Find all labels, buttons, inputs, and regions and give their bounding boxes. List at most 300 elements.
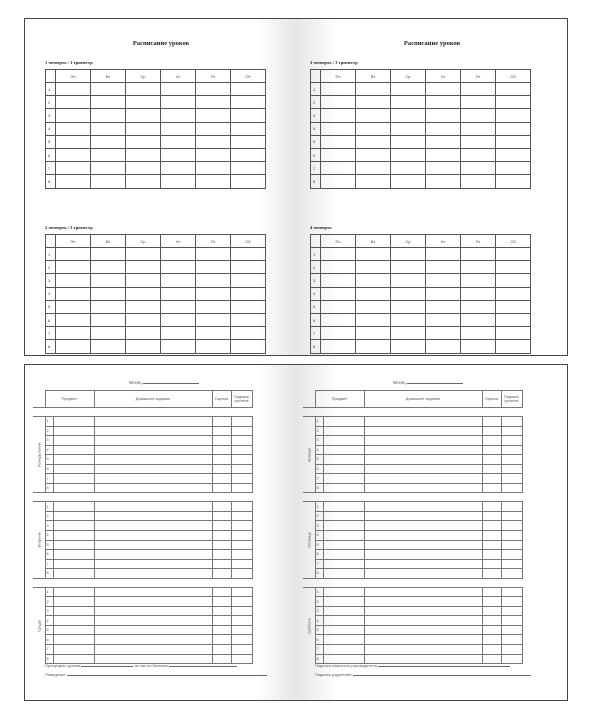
schedule-cell[interactable] [91, 83, 126, 96]
schedule-cell[interactable] [496, 109, 531, 122]
homework-cell[interactable] [94, 635, 212, 645]
schedule-cell[interactable] [231, 274, 266, 287]
homework-cell[interactable] [94, 569, 212, 579]
homework-cell[interactable] [364, 625, 482, 635]
schedule-cell[interactable] [56, 135, 91, 148]
schedule-cell[interactable] [496, 135, 531, 148]
signature-cell[interactable] [231, 474, 252, 484]
signature-cell[interactable] [231, 597, 252, 607]
schedule-cell[interactable] [56, 96, 91, 109]
grade-cell[interactable] [482, 474, 501, 484]
signature-cell[interactable] [501, 569, 522, 579]
grade-cell[interactable] [212, 635, 231, 645]
schedule-cell[interactable] [161, 261, 196, 274]
signature-cell[interactable] [501, 464, 522, 474]
grade-cell[interactable] [482, 426, 501, 436]
grade-cell[interactable] [212, 559, 231, 569]
grade-cell[interactable] [482, 464, 501, 474]
subject-cell[interactable] [53, 531, 94, 541]
signature-cell[interactable] [501, 521, 522, 531]
schedule-cell[interactable] [496, 248, 531, 261]
subject-cell[interactable] [323, 606, 364, 616]
schedule-cell[interactable] [91, 122, 126, 135]
schedule-cell[interactable] [391, 135, 426, 148]
schedule-cell[interactable] [391, 109, 426, 122]
subject-cell[interactable] [323, 417, 364, 427]
homework-cell[interactable] [94, 559, 212, 569]
signature-cell[interactable] [501, 550, 522, 560]
homework-cell[interactable] [94, 550, 212, 560]
subject-cell[interactable] [53, 417, 94, 427]
schedule-cell[interactable] [356, 340, 391, 353]
schedule-cell[interactable] [321, 327, 356, 340]
grade-cell[interactable] [482, 483, 501, 493]
homework-cell[interactable] [94, 511, 212, 521]
grade-cell[interactable] [212, 436, 231, 446]
schedule-cell[interactable] [161, 287, 196, 300]
subject-cell[interactable] [53, 502, 94, 512]
grade-cell[interactable] [212, 616, 231, 626]
schedule-cell[interactable] [126, 148, 161, 161]
subject-cell[interactable] [323, 616, 364, 626]
grade-cell[interactable] [212, 417, 231, 427]
signature-cell[interactable] [231, 550, 252, 560]
schedule-cell[interactable] [496, 261, 531, 274]
schedule-cell[interactable] [196, 175, 231, 188]
schedule-cell[interactable] [356, 313, 391, 326]
schedule-cell[interactable] [461, 135, 496, 148]
schedule-cell[interactable] [161, 135, 196, 148]
schedule-cell[interactable] [356, 148, 391, 161]
schedule-cell[interactable] [196, 135, 231, 148]
schedule-cell[interactable] [126, 109, 161, 122]
signature-cell[interactable] [501, 616, 522, 626]
homework-cell[interactable] [94, 474, 212, 484]
schedule-cell[interactable] [161, 175, 196, 188]
schedule-cell[interactable] [461, 162, 496, 175]
schedule-cell[interactable] [231, 261, 266, 274]
schedule-cell[interactable] [496, 340, 531, 353]
schedule-cell[interactable] [426, 327, 461, 340]
schedule-cell[interactable] [161, 122, 196, 135]
subject-cell[interactable] [323, 635, 364, 645]
schedule-cell[interactable] [391, 248, 426, 261]
signature-cell[interactable] [231, 521, 252, 531]
signature-cell[interactable] [231, 616, 252, 626]
schedule-cell[interactable] [321, 96, 356, 109]
signature-cell[interactable] [501, 417, 522, 427]
schedule-cell[interactable] [391, 340, 426, 353]
schedule-cell[interactable] [56, 83, 91, 96]
subject-cell[interactable] [53, 483, 94, 493]
schedule-cell[interactable] [426, 248, 461, 261]
schedule-cell[interactable] [391, 148, 426, 161]
signature-cell[interactable] [501, 436, 522, 446]
signature-cell[interactable] [501, 455, 522, 465]
homework-cell[interactable] [94, 645, 212, 655]
schedule-cell[interactable] [426, 313, 461, 326]
signature-cell[interactable] [501, 540, 522, 550]
schedule-cell[interactable] [196, 313, 231, 326]
schedule-cell[interactable] [56, 109, 91, 122]
schedule-cell[interactable] [126, 96, 161, 109]
schedule-cell[interactable] [91, 327, 126, 340]
signature-cell[interactable] [501, 483, 522, 493]
subject-cell[interactable] [53, 521, 94, 531]
schedule-cell[interactable] [321, 274, 356, 287]
schedule-cell[interactable] [461, 148, 496, 161]
signature-cell[interactable] [231, 635, 252, 645]
schedule-cell[interactable] [91, 248, 126, 261]
schedule-cell[interactable] [391, 261, 426, 274]
schedule-cell[interactable] [91, 109, 126, 122]
grade-cell[interactable] [212, 587, 231, 597]
subject-cell[interactable] [323, 436, 364, 446]
homework-cell[interactable] [94, 417, 212, 427]
schedule-cell[interactable] [496, 313, 531, 326]
signature-cell[interactable] [231, 625, 252, 635]
schedule-cell[interactable] [231, 300, 266, 313]
homework-cell[interactable] [364, 597, 482, 607]
schedule-cell[interactable] [356, 327, 391, 340]
grade-cell[interactable] [482, 417, 501, 427]
grade-cell[interactable] [212, 645, 231, 655]
homework-cell[interactable] [364, 436, 482, 446]
schedule-cell[interactable] [231, 248, 266, 261]
homework-cell[interactable] [364, 455, 482, 465]
schedule-cell[interactable] [196, 327, 231, 340]
homework-cell[interactable] [364, 521, 482, 531]
subject-cell[interactable] [323, 521, 364, 531]
schedule-cell[interactable] [461, 96, 496, 109]
grade-cell[interactable] [212, 606, 231, 616]
schedule-cell[interactable] [91, 148, 126, 161]
subject-cell[interactable] [53, 635, 94, 645]
subject-cell[interactable] [53, 455, 94, 465]
schedule-cell[interactable] [356, 135, 391, 148]
schedule-cell[interactable] [426, 261, 461, 274]
homework-cell[interactable] [94, 616, 212, 626]
schedule-cell[interactable] [56, 175, 91, 188]
schedule-cell[interactable] [91, 96, 126, 109]
signature-cell[interactable] [231, 483, 252, 493]
grade-cell[interactable] [482, 511, 501, 521]
schedule-cell[interactable] [231, 109, 266, 122]
subject-cell[interactable] [323, 540, 364, 550]
grade-cell[interactable] [212, 531, 231, 541]
schedule-cell[interactable] [91, 340, 126, 353]
homework-cell[interactable] [364, 511, 482, 521]
subject-cell[interactable] [53, 445, 94, 455]
homework-cell[interactable] [94, 531, 212, 541]
schedule-cell[interactable] [461, 340, 496, 353]
schedule-cell[interactable] [91, 287, 126, 300]
subject-cell[interactable] [53, 511, 94, 521]
schedule-cell[interactable] [126, 340, 161, 353]
subject-cell[interactable] [323, 531, 364, 541]
signature-cell[interactable] [231, 436, 252, 446]
homework-cell[interactable] [94, 606, 212, 616]
schedule-cell[interactable] [461, 274, 496, 287]
signature-cell[interactable] [501, 511, 522, 521]
grade-cell[interactable] [482, 502, 501, 512]
subject-cell[interactable] [323, 502, 364, 512]
schedule-cell[interactable] [231, 96, 266, 109]
schedule-cell[interactable] [321, 148, 356, 161]
schedule-cell[interactable] [356, 175, 391, 188]
subject-cell[interactable] [323, 625, 364, 635]
schedule-cell[interactable] [56, 274, 91, 287]
grade-cell[interactable] [212, 511, 231, 521]
homework-cell[interactable] [364, 474, 482, 484]
signature-cell[interactable] [231, 645, 252, 655]
schedule-cell[interactable] [426, 135, 461, 148]
subject-cell[interactable] [53, 436, 94, 446]
schedule-cell[interactable] [461, 175, 496, 188]
signature-cell[interactable] [501, 502, 522, 512]
schedule-cell[interactable] [426, 287, 461, 300]
schedule-cell[interactable] [356, 162, 391, 175]
schedule-cell[interactable] [496, 96, 531, 109]
schedule-cell[interactable] [161, 313, 196, 326]
schedule-cell[interactable] [126, 135, 161, 148]
schedule-cell[interactable] [321, 162, 356, 175]
schedule-cell[interactable] [56, 148, 91, 161]
schedule-cell[interactable] [426, 83, 461, 96]
homework-cell[interactable] [364, 635, 482, 645]
schedule-cell[interactable] [321, 340, 356, 353]
subject-cell[interactable] [53, 625, 94, 635]
homework-cell[interactable] [364, 445, 482, 455]
subject-cell[interactable] [53, 426, 94, 436]
grade-cell[interactable] [482, 606, 501, 616]
grade-cell[interactable] [482, 559, 501, 569]
schedule-cell[interactable] [231, 122, 266, 135]
schedule-cell[interactable] [196, 148, 231, 161]
grade-cell[interactable] [212, 426, 231, 436]
schedule-cell[interactable] [126, 248, 161, 261]
schedule-cell[interactable] [196, 96, 231, 109]
schedule-cell[interactable] [461, 122, 496, 135]
signature-cell[interactable] [231, 455, 252, 465]
signature-cell[interactable] [231, 531, 252, 541]
schedule-cell[interactable] [231, 162, 266, 175]
homework-cell[interactable] [364, 645, 482, 655]
subject-cell[interactable] [53, 559, 94, 569]
homework-cell[interactable] [364, 540, 482, 550]
signature-cell[interactable] [501, 531, 522, 541]
schedule-cell[interactable] [426, 175, 461, 188]
schedule-cell[interactable] [196, 287, 231, 300]
homework-cell[interactable] [94, 464, 212, 474]
schedule-cell[interactable] [461, 261, 496, 274]
schedule-cell[interactable] [91, 300, 126, 313]
signature-cell[interactable] [231, 464, 252, 474]
schedule-cell[interactable] [56, 340, 91, 353]
subject-cell[interactable] [323, 511, 364, 521]
signature-cell[interactable] [501, 474, 522, 484]
schedule-cell[interactable] [231, 175, 266, 188]
schedule-cell[interactable] [321, 261, 356, 274]
grade-cell[interactable] [212, 521, 231, 531]
signature-cell[interactable] [501, 426, 522, 436]
homework-cell[interactable] [364, 417, 482, 427]
homework-cell[interactable] [94, 540, 212, 550]
schedule-cell[interactable] [391, 162, 426, 175]
homework-cell[interactable] [364, 483, 482, 493]
signature-cell[interactable] [501, 559, 522, 569]
grade-cell[interactable] [212, 455, 231, 465]
schedule-cell[interactable] [321, 313, 356, 326]
subject-cell[interactable] [53, 597, 94, 607]
grade-cell[interactable] [482, 625, 501, 635]
schedule-cell[interactable] [231, 313, 266, 326]
subject-cell[interactable] [323, 474, 364, 484]
schedule-cell[interactable] [56, 261, 91, 274]
subject-cell[interactable] [323, 455, 364, 465]
homework-cell[interactable] [94, 521, 212, 531]
schedule-cell[interactable] [126, 313, 161, 326]
schedule-cell[interactable] [161, 274, 196, 287]
subject-cell[interactable] [323, 597, 364, 607]
grade-cell[interactable] [212, 474, 231, 484]
schedule-cell[interactable] [321, 287, 356, 300]
signature-cell[interactable] [501, 587, 522, 597]
schedule-cell[interactable] [56, 162, 91, 175]
schedule-cell[interactable] [391, 287, 426, 300]
schedule-cell[interactable] [356, 300, 391, 313]
schedule-cell[interactable] [426, 340, 461, 353]
schedule-cell[interactable] [196, 162, 231, 175]
schedule-cell[interactable] [356, 96, 391, 109]
schedule-cell[interactable] [391, 300, 426, 313]
schedule-cell[interactable] [161, 248, 196, 261]
schedule-cell[interactable] [91, 175, 126, 188]
signature-cell[interactable] [501, 445, 522, 455]
schedule-cell[interactable] [496, 274, 531, 287]
schedule-cell[interactable] [126, 274, 161, 287]
subject-cell[interactable] [323, 464, 364, 474]
grade-cell[interactable] [482, 531, 501, 541]
schedule-cell[interactable] [56, 327, 91, 340]
schedule-cell[interactable] [126, 83, 161, 96]
schedule-cell[interactable] [356, 274, 391, 287]
schedule-cell[interactable] [426, 109, 461, 122]
subject-cell[interactable] [53, 587, 94, 597]
schedule-cell[interactable] [461, 287, 496, 300]
grade-cell[interactable] [482, 616, 501, 626]
grade-cell[interactable] [212, 502, 231, 512]
homework-cell[interactable] [94, 436, 212, 446]
schedule-cell[interactable] [321, 109, 356, 122]
schedule-cell[interactable] [321, 83, 356, 96]
grade-cell[interactable] [482, 521, 501, 531]
schedule-cell[interactable] [356, 287, 391, 300]
homework-cell[interactable] [364, 587, 482, 597]
subject-cell[interactable] [53, 645, 94, 655]
signature-cell[interactable] [501, 635, 522, 645]
grade-cell[interactable] [482, 445, 501, 455]
schedule-cell[interactable] [126, 261, 161, 274]
schedule-cell[interactable] [161, 96, 196, 109]
signature-cell[interactable] [501, 606, 522, 616]
homework-cell[interactable] [94, 597, 212, 607]
signature-cell[interactable] [231, 502, 252, 512]
schedule-cell[interactable] [391, 96, 426, 109]
schedule-cell[interactable] [91, 274, 126, 287]
signature-cell[interactable] [231, 511, 252, 521]
schedule-cell[interactable] [496, 287, 531, 300]
schedule-cell[interactable] [196, 109, 231, 122]
homework-cell[interactable] [364, 426, 482, 436]
schedule-cell[interactable] [126, 327, 161, 340]
grade-cell[interactable] [482, 597, 501, 607]
schedule-cell[interactable] [321, 135, 356, 148]
schedule-cell[interactable] [461, 327, 496, 340]
homework-cell[interactable] [94, 625, 212, 635]
subject-cell[interactable] [323, 569, 364, 579]
schedule-cell[interactable] [461, 313, 496, 326]
schedule-cell[interactable] [161, 83, 196, 96]
schedule-cell[interactable] [231, 83, 266, 96]
schedule-cell[interactable] [161, 162, 196, 175]
signature-cell[interactable] [231, 417, 252, 427]
schedule-cell[interactable] [356, 122, 391, 135]
schedule-cell[interactable] [496, 122, 531, 135]
signature-cell[interactable] [501, 645, 522, 655]
homework-cell[interactable] [364, 559, 482, 569]
schedule-cell[interactable] [391, 313, 426, 326]
schedule-cell[interactable] [56, 300, 91, 313]
schedule-cell[interactable] [196, 83, 231, 96]
schedule-cell[interactable] [161, 327, 196, 340]
subject-cell[interactable] [323, 426, 364, 436]
schedule-cell[interactable] [56, 287, 91, 300]
grade-cell[interactable] [212, 550, 231, 560]
schedule-cell[interactable] [496, 175, 531, 188]
schedule-cell[interactable] [126, 122, 161, 135]
homework-cell[interactable] [364, 569, 482, 579]
grade-cell[interactable] [212, 597, 231, 607]
homework-cell[interactable] [94, 502, 212, 512]
homework-cell[interactable] [94, 483, 212, 493]
homework-cell[interactable] [364, 464, 482, 474]
homework-cell[interactable] [364, 616, 482, 626]
signature-cell[interactable] [231, 559, 252, 569]
schedule-cell[interactable] [196, 300, 231, 313]
schedule-cell[interactable] [426, 274, 461, 287]
schedule-cell[interactable] [56, 313, 91, 326]
grade-cell[interactable] [482, 645, 501, 655]
homework-cell[interactable] [364, 531, 482, 541]
grade-cell[interactable] [482, 587, 501, 597]
schedule-cell[interactable] [126, 162, 161, 175]
schedule-cell[interactable] [461, 83, 496, 96]
subject-cell[interactable] [323, 559, 364, 569]
schedule-cell[interactable] [231, 148, 266, 161]
homework-cell[interactable] [94, 587, 212, 597]
subject-cell[interactable] [53, 550, 94, 560]
schedule-cell[interactable] [231, 287, 266, 300]
schedule-cell[interactable] [126, 287, 161, 300]
grade-cell[interactable] [212, 483, 231, 493]
grade-cell[interactable] [212, 464, 231, 474]
schedule-cell[interactable] [321, 248, 356, 261]
subject-cell[interactable] [323, 445, 364, 455]
schedule-cell[interactable] [91, 313, 126, 326]
schedule-cell[interactable] [496, 148, 531, 161]
schedule-cell[interactable] [426, 148, 461, 161]
